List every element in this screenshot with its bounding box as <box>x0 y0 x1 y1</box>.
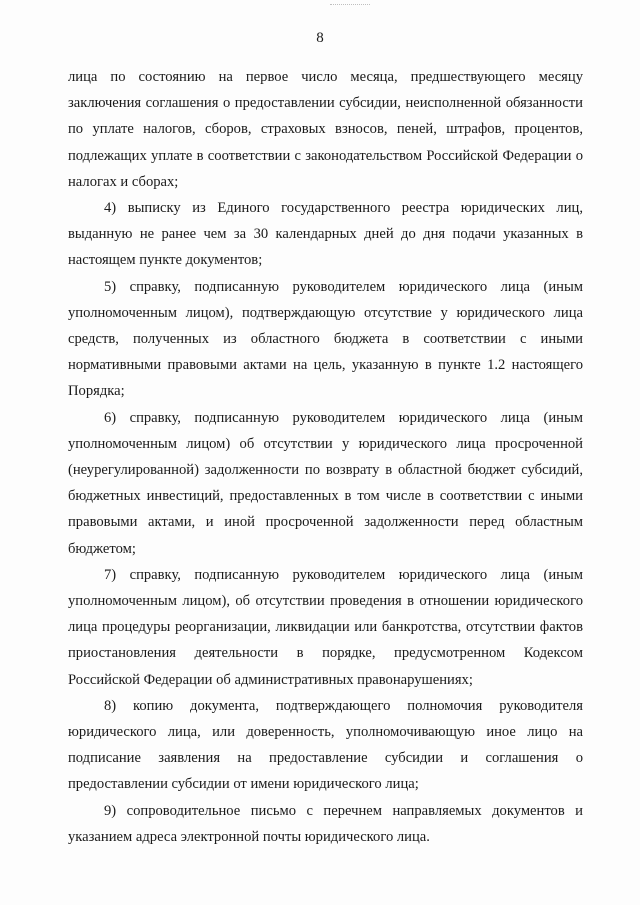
document-body <box>68 64 583 850</box>
paragraph-item-9: 9) сопроводительное письмо с перечнем направляемых документов и указанием адреса электронной почты юридического лица. <box>68 802 583 845</box>
page-number: 8 <box>316 30 324 46</box>
paragraph-item-7: 7) справку, подписанную руководителем юридического лица (иным уполномоченным лицом), об отсутствии проведения в отношении юридического лица процедуры реорганизации, ликвидации или банкротства, отсутствии фактов приостановления деятельности в порядке, предусмотренном Кодексом Российской Федерации об административных правонарушениях; <box>68 566 583 688</box>
paragraph-continuation: лица по состоянию на первое число месяца, предшествующего месяцу заключения соглашения о предоставлении субсидии, неисполненной обязанности по уплате налогов, сборов, страховых взносов, пеней, штрафов, процентов, подлежащих уплате в соответствии с законодательством Российской Федерации о налогах и сборах; <box>68 69 583 190</box>
paragraph-item-8: 8) копию документа, подтверждающего полномочия руководителя юридического лица, или доверенность, уполномочивающую иное лицо на подписание заявления на предоставление субсидии и соглашения о предоставлении субсидии от имени юридического лица; <box>68 697 583 793</box>
scan-artifact <box>330 4 370 7</box>
paragraph-item-4: 4) выписку из Единого государственного реестра юридических лиц, выданную не ранее чем за 30 календарных дней до дня подачи указанных в настоящем пункте документов; <box>68 200 583 269</box>
paragraph-item-5: 5) справку, подписанную руководителем юридического лица (иным уполномоченным лицом), подтверждающую отсутствие у юридического лица средств, полученных из областного бюджета в соответствии с иными нормативными правовыми актами на цель, указанную в пункте 1.2 настоящего Порядка; <box>68 278 583 400</box>
paragraph-item-6: 6) справку, подписанную руководителем юридического лица (иным уполномоченным лицом) об отсутствии у юридического лица просроченной (неурегулированной) задолженности по возврату в областной бюджет субсидий, бюджетных инвестиций, предоставленных в том числе в соответствии с иными правовыми актами, и иной просроченной задолженности перед областным бюджетом; <box>68 409 583 557</box>
